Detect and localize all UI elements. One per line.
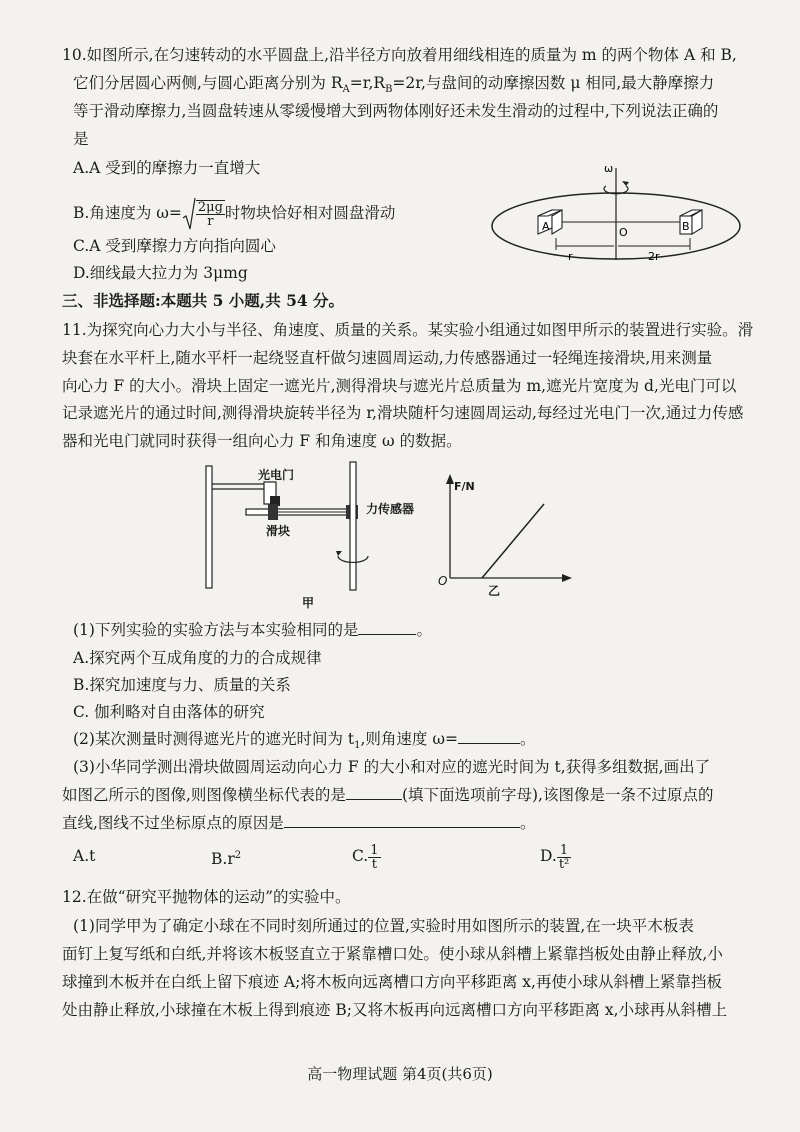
q11-sub3-line3: 直线,图线不过坐标原点的原因是 。 — [62, 814, 536, 832]
q11-option-b: $B.r^2$ — [211, 850, 242, 869]
answer-blank-2[interactable] — [458, 729, 520, 744]
graph-ylabel: F/N — [454, 480, 475, 493]
q11-option-a: A.t — [73, 847, 96, 865]
q10-line2: 它们分居圆心两侧,与圆心距离分别为 $R_A=r,R_B=2r$,与盘间的动摩擦因数 μ 相同,最大静摩擦力 — [73, 74, 715, 96]
q10-option-b: B.角速度为 ω= $\frac{2\mu g}{r}$ 时物块恰好相对圆盘滑动 — [73, 196, 395, 232]
q11-option-c: C. $\frac{1}{t}$ — [352, 842, 379, 872]
graph-origin-label: O — [438, 574, 448, 588]
slider-label: 滑块 — [266, 524, 291, 538]
q11-para-line1: 11.为探究向心力大小与半径、角速度、质量的关系。某实验小组通过如图甲所示的装置进行实验。滑 — [62, 321, 754, 339]
graph-figure — [426, 470, 576, 590]
q12-line4: 球撞到木板并在白纸上留下痕迹 A;将木板向远离槽口方向平移距离 x,再使小球从斜槽上紧靠挡板 — [62, 973, 722, 991]
sensor-label: 力传感器 — [366, 502, 415, 516]
q11-para-line3: 向心力 F 的大小。滑块上固定一遮光片,测得滑块与遮光片总质量为 m,遮光片宽度为 d,光电门可以 — [62, 377, 737, 395]
q10-option-d: D.细线最大拉力为 3μmg — [73, 264, 248, 282]
q11-para-line2: 块套在水平杆上,随水平杆一起绕竖直杆做匀速圆周运动,力传感器通过一轻绳连接滑块,用来测量 — [62, 349, 713, 367]
block-b-label: B — [682, 220, 690, 233]
figure-yi-caption: 乙 — [488, 584, 501, 598]
q10-line4: 是 — [73, 130, 89, 148]
sqrt-expression: $\frac{2\mu g}{r}$ — [182, 196, 225, 232]
radius-r-label: r — [568, 250, 573, 263]
q11-sub1-option-c: C. 伽利略对自由落体的研究 — [73, 703, 265, 721]
q11-sub3-line1: (3)小华同学测出滑块做圆周运动向心力 F 的大小和对应的遮光时间为 t,获得多组数据,画出了 — [73, 758, 711, 776]
section-3-title: 三、非选择题:本题共 5 小题,共 54 分。 — [62, 291, 345, 310]
q11-sub3-line2: 如图乙所示的图像,则图像横坐标代表的是 (填下面选项前字母),该图像是一条不过原点的 — [62, 786, 714, 804]
radius-2r-label: 2r — [648, 250, 660, 263]
q10-line1: 10.如图所示,在匀速转动的水平圆盘上,沿半径方向放着用细线相连的质量为 m 的两个物体 A 和 B, — [62, 46, 737, 64]
q10-line3: 等于滑动摩擦力,当圆盘转速从零缓慢增大到两物体刚好还未发生滑动的过程中,下列说法正确的 — [73, 102, 719, 120]
q11-sub2: (2)某次测量时测得遮光片的遮光时间为 $t_1$,则角速度 ω= 。 — [73, 730, 536, 752]
graph-line — [482, 504, 544, 578]
gate-label: 光电门 — [258, 468, 295, 482]
omega-label: ω — [604, 162, 614, 175]
q11-para-line4: 记录遮光片的通过时间,测得滑块旋转半径为 r,滑块随杆匀速圆周运动,每经过光电门一次,通过力传感 — [62, 404, 744, 422]
apparatus-figure — [196, 456, 430, 596]
q12-line5: 处由静止释放,小球撞在木板上得到痕迹 B;又将木板再向远离槽口方向平移距离 x,小球再从斜槽上 — [62, 1001, 728, 1019]
q11-sub1-option-a: A.探究两个互成角度的力的合成规律 — [73, 649, 322, 667]
answer-blank-4[interactable] — [284, 813, 520, 828]
q10-option-c: C.A 受到摩擦力方向指向圆心 — [73, 237, 276, 255]
answer-blank-3[interactable] — [346, 785, 402, 800]
figure-jia-caption: 甲 — [302, 596, 315, 610]
q12-line1: 12.在做“研究平抛物体的运动”的实验中。 — [62, 888, 351, 906]
center-o-label: O — [619, 226, 628, 239]
answer-blank-1[interactable] — [358, 620, 416, 635]
q12-line3: 面钉上复写纸和白纸,并将该木板竖直立于紧靠槽口处。使小球从斜槽上紧靠挡板处由静止释放,小 — [62, 945, 723, 963]
block-a-label: A — [542, 220, 550, 233]
page-footer: 高一物理试题 第4页(共6页) — [307, 1065, 493, 1083]
q11-sub1: (1)下列实验的实验方法与本实验相同的是 。 — [73, 621, 432, 639]
q11-option-d: D. $\frac{1}{\text{t²}}$ — [540, 842, 570, 872]
q12-line2: (1)同学甲为了确定小球在不同时刻所通过的位置,实验时用如图所示的装置,在一块平木板表 — [73, 917, 694, 935]
q10-disc-figure — [486, 160, 746, 272]
q11-para-line5: 器和光电门就同时获得一组向心力 F 和角速度 ω 的数据。 — [62, 432, 462, 450]
q10-option-a: A.A 受到的摩擦力一直增大 — [73, 159, 261, 177]
q11-sub1-option-b: B.探究加速度与力、质量的关系 — [73, 676, 291, 694]
